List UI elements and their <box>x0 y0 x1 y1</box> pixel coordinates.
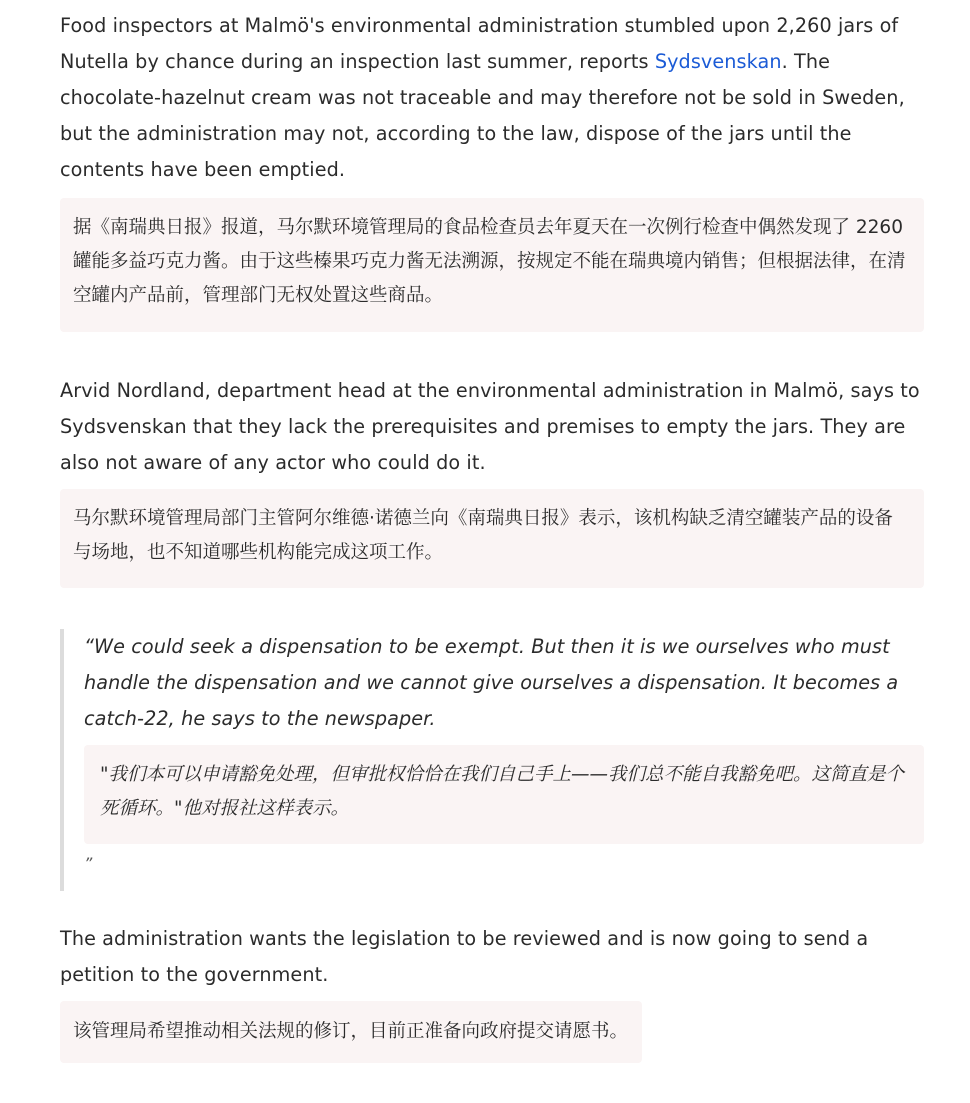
quote-block <box>60 629 924 891</box>
quote-translation: "我们本可以申请豁免处理，但审批权恰恰在我们自己手上——我们总不能自我豁免吧。这简直是个死循环。"他对报社这样表示。 <box>84 745 924 844</box>
sydsvenskan-link[interactable]: Sydsvenskan <box>654 50 782 73</box>
paragraph-1-text-end: . The chocolate-hazelnut cream was not traceable and may therefore not be sold in Sweden, but the administration may not, according to the law, dispose of the jars until the contents have been emptied. <box>60 50 905 181</box>
paragraph-4-translation: 该管理局希望推动相关法规的修订，目前正准备向政府提交请愿书。 <box>60 1001 642 1063</box>
article-body <box>0 8 924 1063</box>
paragraph-1 <box>60 8 924 188</box>
paragraph-2: Arvid Nordland, department head at the environmental administration in Malmö, says to Sydsvenskan that they lack the prerequisites and premises to empty the jars. They are also not aware of any actor who could do it. <box>60 379 920 474</box>
quote-closing-mark: ” <box>84 854 93 873</box>
paragraph-2-translation: 马尔默环境管理局部门主管阿尔维德·诺德兰向《南瑞典日报》表示，该机构缺乏清空罐装产品的设备与场地，也不知道哪些机构能完成这项工作。 <box>60 489 924 588</box>
paragraph-1-text-start: Food inspectors at Malmö's environmental administration stumbled upon 2,260 jars of Nutella by chance during an inspection last summer, reports <box>60 14 899 73</box>
quote-text: “We could seek a dispensation to be exempt. But then it is we ourselves who must handle the dispensation and we cannot give ourselves a dispensation. It becomes a catch-22, he says to the newspaper. <box>84 635 899 730</box>
paragraph-4: The administration wants the legislation to be reviewed and is now going to send a petition to the government. <box>60 927 869 986</box>
paragraph-1-translation: 据《南瑞典日报》报道，马尔默环境管理局的食品检查员去年夏天在一次例行检查中偶然发现了 2260 罐能多益巧克力酱。由于这些榛果巧克力酱无法溯源，按规定不能在瑞典境内销售；但根据法律，在清空罐内产品前，管理部门无权处置这些商品。 <box>60 198 924 332</box>
